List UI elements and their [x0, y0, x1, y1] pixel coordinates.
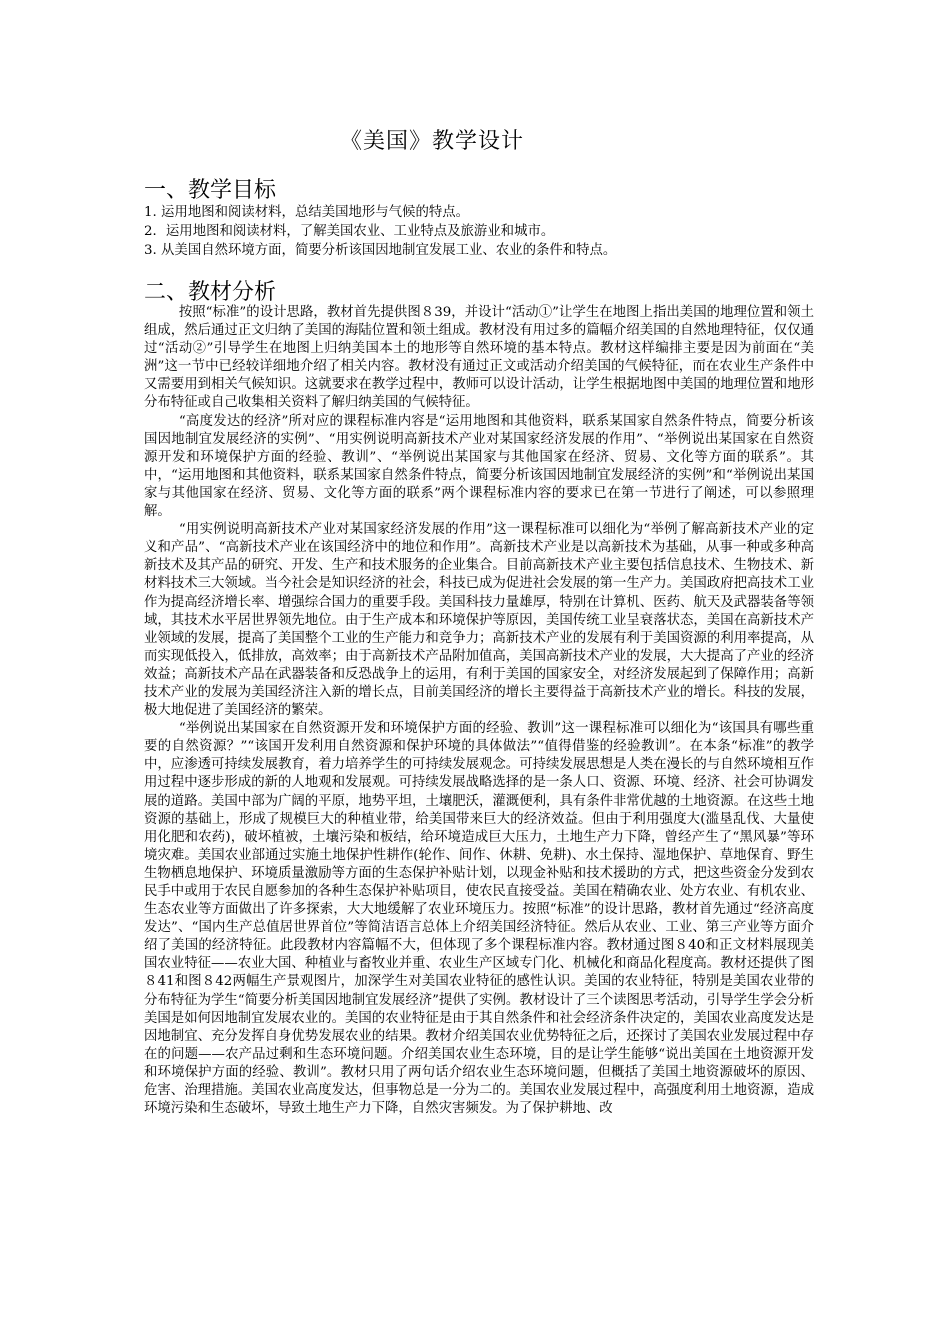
objective-item: 1. 运用地图和阅读材料，总结美国地形与气候的特点。	[144, 205, 470, 220]
body-paragraph: “用实例说明高新技术产业对某国家经济发展的作用”这一课程标准可以细化为“举例了解高新技术产业的定义和产品”、“高新技术产业在该国经济中的地位和作用”。高新技术产业是以高新技术为基础，从事一种或多种高新技术及其产品的研究、开发、生产和技术服务的企业集合。目前高新技术产业主要包括信息技术、生物技术、新材料技术三大领域。当今社会是知识经济的社会，科技已成为促进社会发展的第一生产力。美国政府把高技术工业作为提高经济增长率、增强综合国力的重要手段。美国科技力量雄厚，特别在计算机、医药、航天及武器装备等领域，其技术水平居世界领先地位。由于生产成本和环境保护等原因，美国传统工业呈衰落状态，美国在高新技术产业领域的发展，提高了美国整个工业的生产能力和竞争力；高新技术产业的发展有利于美国资源的利用率提高，从而实现低投入，低排放，高效率；由于高新技术产品附加值高，美国高新技术产业的发展，大大提高了产业的经济效益；高新技术产品在武器装备和反恐战争上的运用，有利于美国的国家安全，对经济发展起到了保障作用；高新技术产业的发展为美国经济注入新的增长点，目前美国经济的增长主要得益于高新技术产业的增长。科技的发展，极大地促进了美国经济的繁荣。	[144, 522, 814, 719]
document-title: 《美国》教学设计	[340, 129, 525, 154]
body-paragraph: “举例说出某国家在自然资源开发和环境保护方面的经验、教训”这一课程标准可以细化为“该国具有哪些重要的自然资源？”“该国开发利用自然资源和保护环境的具体做法”“值得借鉴的经验教训”。在本条“标准”的教学中，应渗透可持续发展教育，着力培养学生的可持续发展观念。可持续发展思想是人类在漫长的与自然环境相互作用过程中逐步形成的新的人地观和发展观。可持续发展战略选择的是一条人口、资源、环境、经济、社会可协调发展的道路。美国中部为广阔的平原，地势平坦，土壤肥沃，灌溉便利，具有条件非常优越的土地资源。在这些土地资源的基础上，形成了规模巨大的种植业带，给美国带来巨大的经济效益。但由于利用强度大(滥垦乱伐、大量使用化肥和农药)，破坏植被，土壤污染和板结，给环境造成巨大压力，土地生产力下降，曾经产生了“黑风暴”等环境灾难。美国农业部通过实施土地保护性耕作(轮作、间作、休耕、免耕)、水土保持、湿地保护、草地保育、野生生物栖息地保护、环境质量激励等方面的生态保护补贴计划，以现金补贴和技术援助的方式，把这些资金分发到农民手中或用于农民自愿参加的各种生态保护补贴项目，使农民直接受益。美国在精确农业、处方农业、有机农业、生态农业等方面做出了许多探索，大大地缓解了农业环境压力。按照“标准”的设计思路，教材首先通过“经济高度发达”、“国内生产总值居世界首位”等简洁语言总体上介绍美国经济特征。然后从农业、工业、第三产业等方面介绍了美国的经济特征。此段教材内容篇幅不大，但体现了多个课程标准内容。教材通过图８40和正文材料展现美国农业特征——农业大国、种植业与畜牧业并重、农业生产区域专门化、机械化和商品化程度高。教材还提供了图８41和图８42两幅生产景观图片，加深学生对美国农业特征的感性认识。美国的农业特征，特别是美国农业带的分布特征为学生“简要分析美国因地制宜发展经济”提供了实例。教材设计了三个读图思考活动，引导学生学会分析美国是如何因地制宜发展农业的。美国的农业特征是由于其自然条件和社会经济条件决定的，美国农业高度发达是因地制宜、充分发挥自身优势发展农业的结果。教材介绍美国农业优势特征之后，还探讨了美国农业发展过程中存在的问题——农产品过剩和生态环境问题。介绍美国农业生态环境，目的是让学生能够“说出美国在土地资源开发和环境保护方面的经验、教训”。教材只用了两句话介绍农业生态环境问题，但概括了美国土地资源破坏的原因、危害、治理措施。美国农业高度发达，但事物总是一分为二的。美国农业发展过程中，高强度利用土地资源，造成环境污染和生态破坏，导致土地生产力下降，自然灾害频发。为了保护耕地、改	[144, 721, 814, 1117]
objective-item: 2．运用地图和阅读材料，了解美国农业、工业特点及旅游业和城市。	[144, 224, 555, 239]
objectives-list	[144, 203, 814, 260]
body-paragraph: 按照“标准”的设计思路，教材首先提供图８39，并设计“活动①”让学生在地图上指出美国的地理位置和领土组成，然后通过正文归纳了美国的海陆位置和领土组成。教材没有用过多的篇幅介绍美国的自然地理特征，仅仅通过“活动②”引导学生在地图上归纳美国本土的地形等自然环境的基本特点。教材这样编排主要是因为前面在“美洲”这一节中已经较详细地介绍了相关内容。教材没有通过正文或活动介绍美国的气候特征，而在农业生产条件中又需要用到相关气候知识。这就要求在教学过程中，教师可以设计活动，让学生根据地图中美国的地理位置和地形分布特征或自己收集相关资料了解归纳美国的气候特征。	[144, 305, 814, 411]
objective-item: 3. 从美国自然环境方面，简要分析该国因地制宜发展工业、农业的条件和特点。	[144, 243, 617, 258]
section-heading-analysis: 二、教材分析	[144, 280, 277, 305]
section-heading-objectives: 一、教学目标	[144, 178, 277, 203]
body-paragraph: “高度发达的经济”所对应的课程标准内容是“运用地图和其他资料，联系某国家自然条件特点，简要分析该国因地制宜发展经济的实例”、“用实例说明高新技术产业对某国家经济发展的作用”、“举例说出某国家在自然资源开发和环境保护方面的经验、教训”、“举例说出某国家与其他国家在经济、贸易、文化等方面的联系”。其中，“运用地图和其他资料，联系某国家自然条件特点，简要分析该国因地制宜发展经济的实例”和“举例说出某国家与其他国家在经济、贸易、文化等方面的联系”两个课程标准内容的要求已在第一节进行了阐述，可以参照理解。	[144, 413, 814, 520]
analysis-body	[144, 304, 814, 1118]
